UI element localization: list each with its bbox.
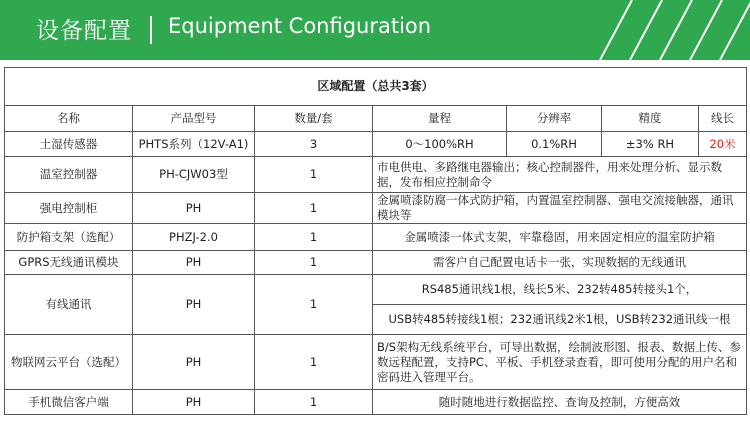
cell-name: 温室控制器 [5, 157, 133, 193]
table-row [5, 275, 747, 305]
cell-description: 需客户自己配置电话卡一张，实现数据的无线通讯 [373, 251, 747, 275]
table-caption: 区域配置（总共3套） [5, 68, 747, 106]
cell-qty: 3 [255, 132, 373, 157]
config-table [4, 67, 747, 415]
cell-qty: 1 [255, 275, 373, 335]
cell-model: PH [133, 275, 255, 335]
header-qty: 数量/套 [255, 106, 373, 132]
cell-name: 防护箱支架（选配） [5, 224, 133, 251]
cell-range: 0～100%RH [373, 132, 507, 157]
table-row [5, 193, 747, 224]
header-resolution: 分辨率 [507, 106, 602, 132]
banner-divider [150, 16, 152, 44]
cell-model: PHTS系列（12V-A1) [133, 132, 255, 157]
cell-name: 土湿传感器 [5, 132, 133, 157]
table-caption-row [5, 68, 747, 106]
cell-model: PHZJ-2.0 [133, 224, 255, 251]
banner-title-en: Equipment Configuration [168, 14, 432, 38]
section-banner [0, 0, 750, 60]
cell-accuracy: ±3% RH [602, 132, 699, 157]
decorative-stripes [570, 0, 750, 60]
cell-qty: 1 [255, 193, 373, 224]
cell-model: PH [133, 193, 255, 224]
header-accuracy: 精度 [602, 106, 699, 132]
cell-qty: 1 [255, 157, 373, 193]
cell-description: 市电供电、多路继电器输出；核心控制器件，用来处理分析、显示数据，发布相应控制命令 [373, 157, 747, 193]
cell-model: PH-CJW03型 [133, 157, 255, 193]
cell-name: GPRS无线通讯模块 [5, 251, 133, 275]
cell-name: 强电控制柜 [5, 193, 133, 224]
cell-description-b: USB转485转接线1根；232通讯线2米1根，USB转232通讯线一根 [373, 305, 747, 335]
table-row [5, 224, 747, 251]
cell-description: 金属喷漆一体式支架，牢靠稳固，用来固定相应的温室防护箱 [373, 224, 747, 251]
cell-name: 物联网云平台（选配） [5, 335, 133, 390]
cell-qty: 1 [255, 224, 373, 251]
header-range: 量程 [373, 106, 507, 132]
cell-model: PH [133, 251, 255, 275]
table-header-row [5, 106, 747, 132]
header-length: 线长 [699, 106, 747, 132]
table-row [5, 335, 747, 390]
cell-description: 金属喷漆防腐一体式防护箱，内置温室控制器、强电交流接触器，通讯模块等 [373, 193, 747, 224]
cell-description-a: RS485通讯线1根，线长5米、232转485转接头1个， [373, 275, 747, 305]
table-row [5, 251, 747, 275]
table-row [5, 132, 747, 157]
cell-description: 随时随地进行数据监控、查询及控制，方便高效 [373, 390, 747, 415]
cell-resolution: 0.1%RH [507, 132, 602, 157]
cell-qty: 1 [255, 335, 373, 390]
cell-name: 有线通讯 [5, 275, 133, 335]
cell-model: PH [133, 390, 255, 415]
table-row [5, 390, 747, 415]
cell-description: B/S架构无线系统平台，可导出数据，绘制波形图、报表、数据上传、参数远程配置，支持PC、平板、手机登录查看，即可使用分配的用户名和密码进入管理平台。 [373, 335, 747, 390]
cell-name: 手机微信客户端 [5, 390, 133, 415]
cell-qty: 1 [255, 390, 373, 415]
cell-length: 20米 [699, 132, 747, 157]
cell-model: PH [133, 335, 255, 390]
header-name: 名称 [5, 106, 133, 132]
cell-qty: 1 [255, 251, 373, 275]
banner-title-cn: 设备配置 [36, 18, 132, 44]
table-row [5, 157, 747, 193]
header-model: 产品型号 [133, 106, 255, 132]
